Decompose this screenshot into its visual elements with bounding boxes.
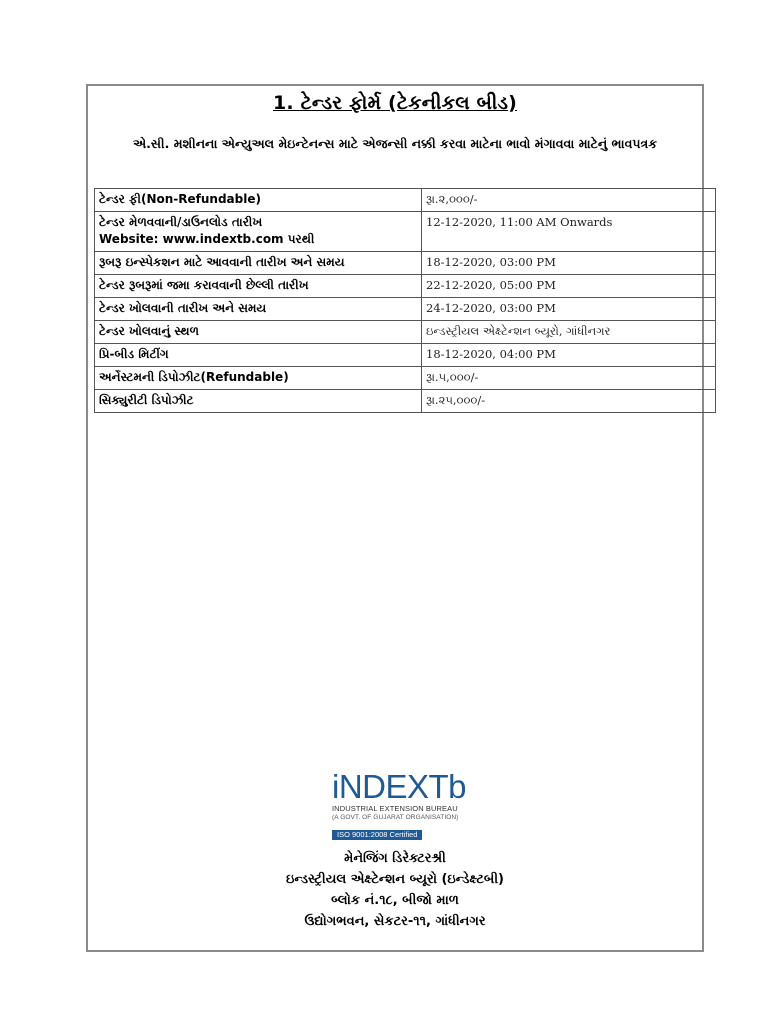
row-label-text: સિક્યુરીટી ડિપોઝીટ (99, 393, 194, 407)
table-row (95, 189, 716, 212)
address-block (88, 848, 702, 932)
logo-bureau-line: INDUSTRIAL EXTENSION BUREAU (332, 804, 458, 813)
row-label (95, 344, 422, 367)
indextb-logo (332, 768, 472, 839)
table-row (95, 212, 716, 252)
page-subtitle: એ.સી. મશીનના એન્યુઅલ મેઇન્ટેનન્સ માટે એજન્સી નક્કી કરવા માટેના ભાવો મંગાવવા માટેનું ભાવપત્રક (132, 136, 658, 151)
table-row (95, 321, 716, 344)
logo-wordmark: iNDEXTb (332, 768, 467, 805)
row-label (95, 189, 422, 212)
row-value: 24-12-2020, 03:00 PM (422, 298, 716, 321)
row-value: ઇન્ડસ્ટ્રીયલ એક્ષ્ટેન્શન બ્યૂરો, ગાંધીનગર (422, 321, 716, 344)
row-label-text: ટેન્ડર ખોલવાની તારીખ અને સમય (99, 301, 267, 315)
logo-govt-line: (A GOVT. OF GUJARAT ORGANISATION) (332, 814, 459, 821)
row-label-website: Website: www.indextb.com પરથી (99, 232, 315, 246)
row-value: રૂા.૨૫,૦૦૦/- (422, 390, 716, 413)
address-line: ઉદ્યોગભવન, સેકટર-૧૧, ગાંધીનગર (304, 914, 486, 929)
row-label-text: પ્રિ-બીડ મિટીંગ (99, 347, 169, 361)
row-label-text: ટેન્ડર મેળવવાની/ડાઉનલોડ તારીખ (99, 215, 263, 229)
row-label-text: અર્નેસ્ટમની ડિપોઝીટ(Refundable) (99, 370, 289, 384)
table-row (95, 298, 716, 321)
table-row (95, 275, 716, 298)
row-label (95, 275, 422, 298)
tender-info-table (94, 188, 716, 413)
row-value: 18-12-2020, 03:00 PM (422, 252, 716, 275)
row-value: 22-12-2020, 05:00 PM (422, 275, 716, 298)
row-label (95, 252, 422, 275)
page-title: 1. ટેન્ડર ફોર્મ (ટેકનીકલ બીડ) (273, 92, 517, 114)
table-row (95, 344, 716, 367)
logo-iso-badge: ISO 9001:2008 Certified (332, 830, 422, 840)
address-line: ઇન્ડસ્ટ્રીયલ એક્ષ્ટેન્શન બ્યૂરો (ઇન્ડેક્ષ્ટબી) (285, 872, 504, 887)
row-value: રૂા.૨,૦૦૦/- (422, 189, 716, 212)
row-value: રૂા.૫,૦૦૦/- (422, 367, 716, 390)
table-row (95, 252, 716, 275)
row-label-text: ટેન્ડર રૂબરૂમાં જમા કરાવવાની છેલ્લી તારીખ (99, 278, 309, 292)
row-value: 12-12-2020, 11:00 AM Onwards (422, 212, 716, 252)
address-line: મેનેજિંગ ડિરેક્ટરશ્રી (344, 851, 446, 866)
row-label (95, 298, 422, 321)
row-label (95, 321, 422, 344)
table-row (95, 390, 716, 413)
row-label (95, 212, 422, 252)
row-label-text: રૂબરૂ ઇન્સ્પેકશન માટે આવવાની તારીખ અને સમય (99, 255, 345, 269)
row-label (95, 390, 422, 413)
table-row (95, 367, 716, 390)
row-label (95, 367, 422, 390)
row-value: 18-12-2020, 04:00 PM (422, 344, 716, 367)
address-line: બ્લોક નં.૧૮, બીજો માળ (331, 893, 459, 908)
row-label-text: ટેન્ડર ખોલવાનું સ્થળ (99, 324, 199, 338)
row-label-text: ટેન્ડર ફી(Non-Refundable) (99, 192, 261, 206)
document-frame (86, 84, 704, 952)
